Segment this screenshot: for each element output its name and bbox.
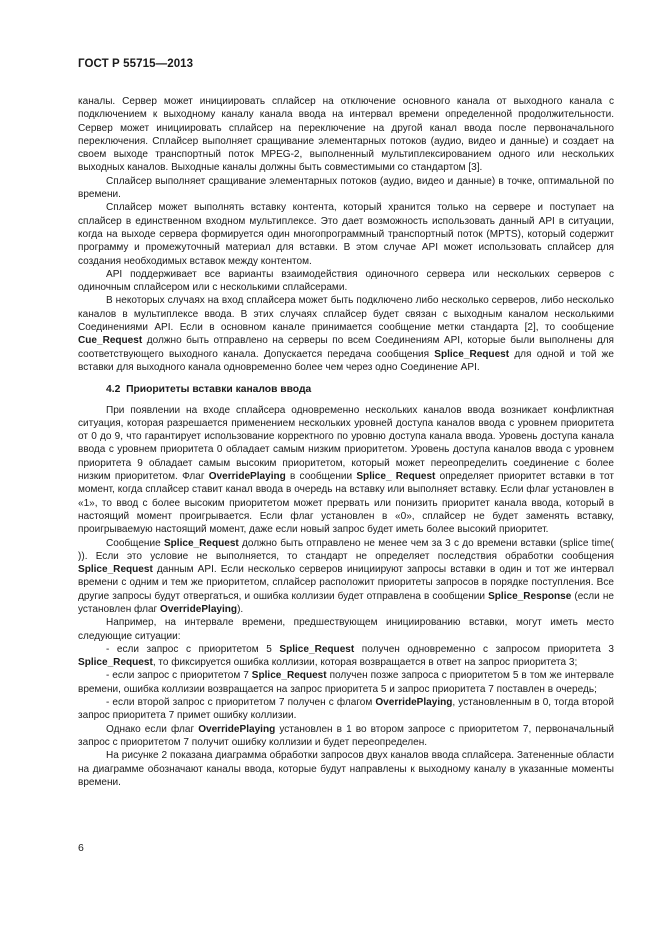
bold-term: OverridePlaying bbox=[160, 603, 238, 615]
text-run: получен одновременно с запросом приоритета 3 bbox=[354, 643, 614, 655]
paragraph bbox=[78, 696, 614, 723]
paragraph bbox=[78, 723, 614, 750]
text-run: получен позже запроса с приоритетом 5 в том же интервале времени, ошибка коллизии возвращается на запрос приоритета 5 и запрос приоритета 7 поставлен в очередь; bbox=[78, 670, 614, 695]
page-number: 6 bbox=[78, 842, 84, 854]
text-run: Например, на интервале времени, предшествующем инициированию вставки, могут иметь место следующие ситуации: bbox=[78, 617, 614, 642]
text-run: Сплайсер может выполнять вставку контента, который хранится только на сервере и поступает на сплайсер в единственном входном мультиплексе. Это дает возможность использовать данный API в ситуации, когда на выходе сервера формируется один многопрограммный транспортный поток (MPTS), который содержит программу и промежуточный материал для вставки. В этом случае API может использовать сплайсер для создания необходимых вставок между контентом. bbox=[78, 202, 614, 267]
section-number: 4.2 bbox=[106, 384, 121, 396]
paragraph bbox=[78, 175, 614, 202]
paragraph bbox=[78, 268, 614, 295]
paragraph bbox=[78, 643, 614, 670]
text-run: В некоторых случаях на вход сплайсера может быть подключено либо несколько серверов, либо несколько каналов в мультиплексе ввода. В этих случаях сплайсер будет связан с выходным каналом несколькими Соединениями API. Если в основном канале принимается сообщение метки стандарта [2], то сообщение bbox=[78, 295, 614, 334]
text-run: в сообщении bbox=[285, 471, 357, 483]
text-run: Однако если флаг bbox=[106, 723, 199, 735]
text-run: (если не установлен флаг bbox=[78, 590, 614, 615]
bold-term: Splice_Response bbox=[488, 590, 572, 602]
text-run: установлен в 1 во втором запросе с приоритетом 7, первоначальный запрос с приоритетом 7 получит ошибку коллизии и будет переопределен. bbox=[78, 723, 614, 748]
paragraph bbox=[78, 749, 614, 789]
paragraph bbox=[78, 294, 614, 374]
text-run: каналы. Сервер может инициировать сплайсер на отключение основного канала от выходного канала с подключением к выходному каналу канала ввода на интервал времени определенной продолжительности. Сервер может инициировать сплайсер на переключение на другой канал ввода после первоначального переключения. Сплайсер выполняет сращивание элементарных потоков (аудио, видео и данные) и создает на своем выходе транспортный поток MPEG-2, выполненный мультиплексированием одного или нескольких выходных каналов. Выходные каналы должны быть совместимыми со стандартом [3]. bbox=[78, 96, 614, 174]
bold-term: Splice_Request bbox=[251, 670, 327, 682]
paragraph bbox=[78, 616, 614, 643]
bold-term: Splice_Request bbox=[78, 657, 153, 669]
bold-term: Splice_Request bbox=[78, 564, 153, 576]
paragraph bbox=[78, 404, 614, 537]
text-run: API поддерживает все варианты взаимодействия одиночного сервера или нескольких серверов с одиночным сплайсером или с несколькими сплайсерами. bbox=[78, 268, 614, 294]
text-run: - если запрос с приоритетом 5 bbox=[106, 643, 280, 655]
paragraph bbox=[78, 537, 614, 617]
text-run: Сообщение bbox=[106, 537, 164, 549]
paragraphs-before-section bbox=[78, 95, 614, 374]
text-run: ). bbox=[237, 603, 244, 615]
document-body bbox=[78, 95, 614, 789]
paragraph bbox=[78, 201, 614, 267]
bold-term: OverridePlaying bbox=[208, 471, 286, 483]
text-run: , то фиксируется ошибка коллизии, которая возвращается в ответ на запрос приоритета 3; bbox=[152, 657, 578, 669]
text-run: При появлении на входе сплайсера одновременно нескольких каналов ввода возникает конфликтная ситуация, которая разрешается применением нескольких уровней доступа каналов ввода с уровнем приоритета от 0 до 9, что гарантирует использование корректного по уровню доступа канала ввода. Уровень доступа канала ввода с уровнем приоритета 0 обладает самым низким приоритетом. Уровень доступа каналов ввода с уровнем приоритета 9 обладает самым высоким приоритетом, который может переопределить соединение с более низким приоритетом. Флаг bbox=[78, 404, 614, 483]
document-header: ГОСТ Р 55715—2013 bbox=[78, 58, 194, 70]
text-run: определяет приоритет вставки в тот момент, когда сплайсер ставит канал ввода в очередь на вставку или выполняет вставку. Если флаг установлен в «1», то ввод с более высоким приоритетом может прервать или понизить приоритет канала ввода, который в настоящий момент проигрывается. Если флаг установлен в «0», сплайсер не будет заменять вставку, проигрываемую настоящий момент, даже если новый запрос будет иметь более высокий приоритет. bbox=[78, 471, 614, 536]
text-run: Сплайсер выполняет сращивание элементарных потоков (аудио, видео и данные) в точке, оптимальной по времени. bbox=[78, 175, 614, 201]
bold-term: Splice_Request bbox=[279, 643, 355, 655]
text-run: - если запрос с приоритетом 7 bbox=[106, 670, 252, 682]
bold-term: OverridePlaying bbox=[375, 697, 453, 709]
text-run: , установленным в 0, тогда второй запрос приоритета 7 примет ошибку коллизии. bbox=[78, 697, 614, 722]
bold-term: Splice_ Request bbox=[356, 471, 436, 483]
text-run: - если второй запрос с приоритетом 7 получен с флагом bbox=[106, 697, 376, 709]
section-heading bbox=[78, 383, 614, 396]
text-run: должно быть отправлено на серверы по всем Соединениям API, которые были выполнены для соответствующего выходного канала. Допускается передача сообщения bbox=[78, 335, 614, 360]
bold-term: Cue_Request bbox=[78, 335, 143, 347]
text-run: данным API. Если несколько серверов инициируют запросы вставки в один и тот же интервал времени с одним и тем же приоритетом, сплайсер расположит приоритеты запросов в порядке поступления. Все другие запросы будут отвергаться, и ошибка коллизии будет отправлена в сообщении bbox=[78, 564, 614, 602]
text-run: для одной и той же вставки для выходного канала одновременно более чем через одно Соединение API. bbox=[78, 348, 614, 373]
bold-term: Splice_Request bbox=[434, 348, 510, 360]
bold-term: OverridePlaying bbox=[198, 723, 276, 735]
bold-term: Splice_Request bbox=[163, 537, 239, 549]
text-run: должно быть отправлено не менее чем за 3 с до времени вставки (splice time( )). Если это условие не выполняется, то стандарт не определяет последствия обработки сообщения bbox=[78, 537, 614, 562]
paragraph bbox=[78, 669, 614, 696]
text-run: На рисунке 2 показана диаграмма обработки запросов двух каналов ввода сплайсера. Затененные области на диаграмме обозначают каналы ввода, которые будут направлены к выходному каналу в указанные моменты времени. bbox=[78, 750, 614, 788]
section-title: Приоритеты вставки каналов ввода bbox=[126, 384, 312, 396]
paragraph bbox=[78, 95, 614, 175]
paragraphs-after-section bbox=[78, 404, 614, 790]
